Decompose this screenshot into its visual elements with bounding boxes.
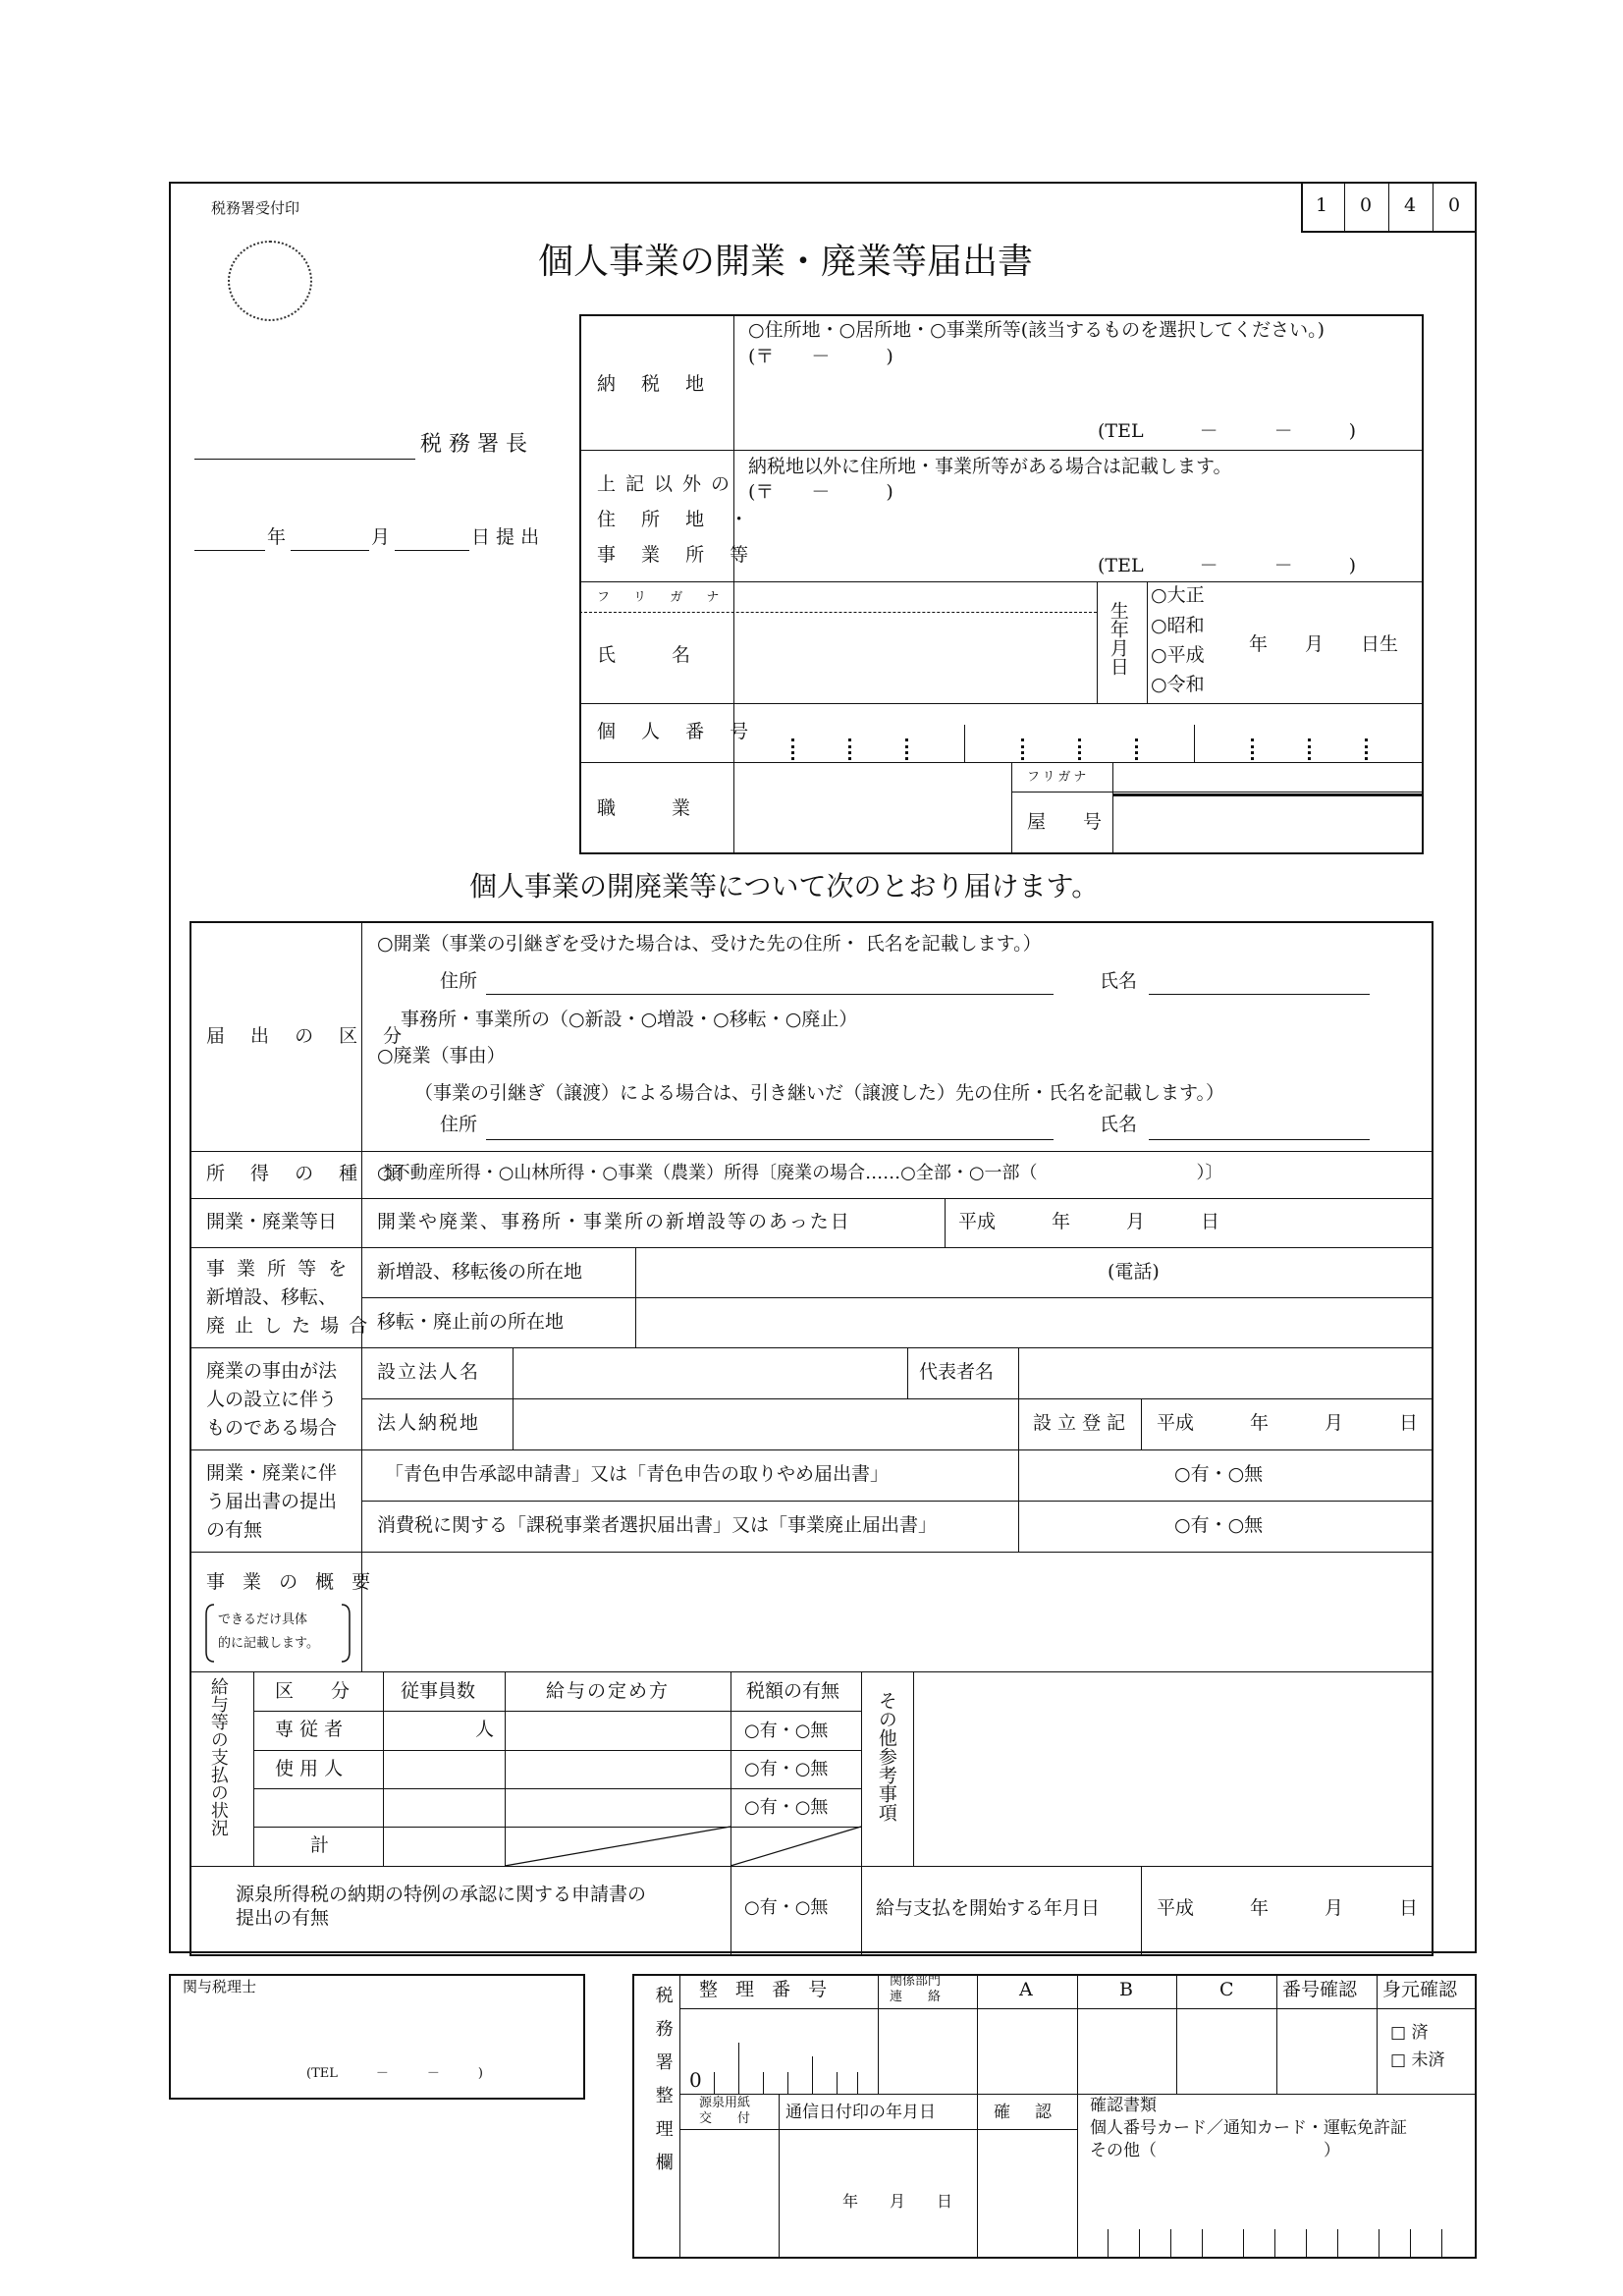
submit-year: 年: [267, 526, 287, 548]
intro-text: 個人事業の開廃業等について次のとおり届けます。: [469, 870, 1100, 902]
kaigyo-name-label: 氏名: [1100, 970, 1138, 992]
kakunin-label: 確 認: [994, 2103, 1055, 2122]
salary-start-label: 給与支払を開始する年月日: [876, 1897, 1101, 1919]
registration-date[interactable]: 平成 年 月 日: [1157, 1412, 1419, 1434]
salary-row-shiyonin: 使 用 人: [275, 1758, 344, 1779]
haigyo-address-label: 住所: [440, 1114, 478, 1135]
date-desc: 開業や廃業、事務所・事業所の新増設等のあった日: [377, 1211, 851, 1232]
shotoku-value[interactable]: ○不動産所得・○山林所得・○事業（農業）所得〔廃業の場合……○全部・○一部（ ）〕: [377, 1163, 1223, 1183]
footer-ymd: 年 月 日: [842, 2192, 953, 2211]
gensen-yoshi-2: 交 付: [699, 2111, 751, 2126]
old-location-input[interactable]: [638, 1300, 1429, 1345]
haigyo-name-label: 氏名: [1100, 1114, 1138, 1135]
nozeichi-input[interactable]: [746, 371, 1404, 414]
other-addr-label-3: 事 業 所 等: [597, 544, 759, 566]
other-addr-postal: (〒 － ): [748, 481, 893, 503]
kankei-label-1: 関係部門: [890, 1974, 942, 1989]
other-addr-input[interactable]: [746, 506, 1404, 549]
mizumi-checkbox[interactable]: □ 未済: [1390, 2050, 1445, 2070]
salary-row-senju: 専 従 者: [275, 1719, 344, 1740]
salary-tax-3[interactable]: ○有・○無: [744, 1797, 829, 1818]
jigyosho-label-1: 事 業 所 等 を: [206, 1258, 351, 1280]
corp-label-2: 人の設立に伴う: [206, 1389, 338, 1410]
consumption-tax-yesno[interactable]: ○有・○無: [1174, 1514, 1264, 1536]
page-title: 個人事業の開業・廃業等届出書: [538, 242, 1034, 282]
kaigyo-option[interactable]: ○開業（事業の引継ぎを受けた場合は、受けた先の住所・ 氏名を記載します。）: [377, 933, 1042, 955]
overview-note-1: できるだけ具体: [218, 1613, 308, 1627]
zumi-checkbox[interactable]: □ 済: [1390, 2023, 1429, 2043]
overview-label: 事 業 の 概 要: [206, 1571, 377, 1593]
salary-header-tax: 税額の有無: [746, 1680, 840, 1702]
new-location-phone: (電話): [1108, 1261, 1160, 1283]
receipt-stamp-circle: [228, 241, 312, 321]
era-showa[interactable]: ○昭和: [1151, 615, 1205, 636]
salary-tax-1[interactable]: ○有・○無: [744, 1721, 829, 1741]
gensen-label-2: 提出の有無: [236, 1907, 330, 1929]
jigyosho-label-2: 新増設、移転、: [206, 1286, 338, 1308]
nozeichi-tel: (TEL － － ): [1098, 420, 1356, 442]
form-code-1: 1: [1316, 194, 1328, 216]
kankei-label-2: 連 絡: [890, 1990, 942, 2004]
date-label: 開業・廃業等日: [206, 1211, 338, 1232]
col-a: A: [1019, 1979, 1033, 2000]
registration-label: 設 立 登 記: [1033, 1412, 1126, 1434]
yago-label: 屋 号: [1027, 811, 1103, 833]
bango-kakunin-label: 番号確認: [1282, 1979, 1358, 2000]
stamp-label: 税務署受付印: [211, 199, 300, 217]
representative-label: 代表者名: [919, 1361, 995, 1383]
corp-address-label: 法人納税地: [377, 1412, 481, 1434]
tax-office-suffix: 税 務 署 長: [420, 432, 527, 457]
total-diagonal: [505, 1827, 861, 1866]
corp-address-input[interactable]: [516, 1401, 1015, 1447]
consumption-tax-label: 消費税に関する「課税事業者選択届出書」又は「事業廃止届出書」: [377, 1514, 938, 1536]
jigyosho-label-3: 廃 止 し た 場 合: [206, 1315, 370, 1337]
filing-label-1: 開業・廃業に伴: [206, 1462, 338, 1484]
blue-return-yesno[interactable]: ○有・○無: [1174, 1463, 1264, 1485]
furigana-label-2: フリガナ: [1027, 770, 1090, 785]
salary-header-count: 従事員数: [401, 1680, 476, 1702]
corp-name-label: 設立法人名: [377, 1361, 481, 1383]
era-reiwa[interactable]: ○令和: [1151, 674, 1205, 695]
other-addr-tel: (TEL － － ): [1098, 555, 1356, 576]
other-reference-label: その他参考事項: [875, 1691, 897, 1822]
new-location-input[interactable]: [638, 1249, 1090, 1294]
haigyo-option[interactable]: ○廃業（事由）: [377, 1045, 506, 1066]
corp-label-1: 廃業の事由が法: [206, 1360, 338, 1382]
docs-list[interactable]: 個人番号カード／通知カード・運転免許証: [1090, 2118, 1407, 2138]
salary-side-label: 給与等の支払の状況: [207, 1677, 229, 1836]
col-b: B: [1119, 1979, 1133, 2000]
office-side-label: 税務署整理欄: [652, 1986, 674, 2186]
tax-accountant-label: 関与税理士: [183, 1978, 257, 1995]
form-code-3: 4: [1404, 194, 1417, 216]
kakunin-docs-label: 確認書類: [1090, 2096, 1157, 2115]
nozeichi-options: ○住所地・○居所地・○事業所等(該当するものを選択してください。): [748, 319, 1325, 341]
salary-row-total: 計: [310, 1834, 330, 1856]
corp-label-3: ものである場合: [206, 1417, 338, 1439]
overview-note-2: 的に記載します。: [218, 1636, 319, 1651]
tax-accountant-tel: (TEL － － ): [306, 2066, 483, 2081]
other-reference-input[interactable]: [917, 1675, 1429, 1862]
furigana-label: フ リ ガ ナ: [597, 590, 730, 605]
salary-start-date[interactable]: 平成 年 月 日: [1157, 1897, 1419, 1919]
nozeichi-label: 納 税 地: [597, 373, 715, 395]
yago-input[interactable]: [1115, 797, 1422, 852]
birth-label: 生年月日: [1107, 601, 1129, 676]
docs-other[interactable]: その他（ ）: [1090, 2141, 1340, 2160]
submit-month: 月: [371, 526, 391, 548]
filing-label-3: の有無: [206, 1519, 263, 1541]
furigana-input[interactable]: [736, 584, 1094, 610]
salary-header-method: 給与の定め方: [546, 1680, 671, 1702]
kaigyo-address-label: 住所: [440, 970, 478, 992]
mynumber-label: 個 人 番 号: [597, 721, 759, 742]
mimoto-kakunin-label: 身元確認: [1382, 1979, 1458, 2000]
job-input[interactable]: [736, 766, 1009, 852]
form-code-2: 0: [1360, 194, 1373, 216]
old-location-label: 移転・廃止前の所在地: [377, 1311, 565, 1333]
kubun-label: 届 出 の 区 分: [206, 1025, 412, 1047]
filing-label-2: う届出書の提出: [206, 1491, 338, 1512]
overview-input[interactable]: [365, 1556, 1429, 1667]
other-addr-label-1: 上記以外の: [597, 473, 740, 495]
col-c: C: [1219, 1979, 1234, 2000]
gensen-yoshi-1: 源泉用紙: [699, 2096, 751, 2110]
other-addr-label-2: 住 所 地 ・: [597, 509, 759, 530]
salary-unit: 人: [475, 1719, 495, 1740]
name-label: 氏 名: [597, 644, 691, 666]
gensen-yesno[interactable]: ○有・○無: [744, 1897, 829, 1918]
seiri-zero: 0: [689, 2068, 702, 2092]
jigyosho-option[interactable]: 事務所・事業所の（○新設・○増設・○移転・○廃止）: [401, 1009, 858, 1030]
shotoku-label: 所 得 の 種 類: [206, 1163, 412, 1184]
form-code-4: 0: [1448, 194, 1461, 216]
haigyo-note: （事業の引継ぎ（譲渡）による場合は、引き継いだ（譲渡した）先の住所・氏名を記載します。）: [414, 1082, 1224, 1104]
era-taisho[interactable]: ○大正: [1151, 584, 1205, 606]
representative-input[interactable]: [1022, 1350, 1429, 1395]
kaigyo-date[interactable]: 平成 年 月 日: [958, 1211, 1220, 1232]
new-location-label: 新増設、移転後の所在地: [377, 1261, 583, 1283]
job-label: 職 業: [597, 797, 691, 819]
blue-return-label: 「青色申告承認申請書」又は「青色申告の取りやめ届出書」: [385, 1463, 890, 1485]
name-input[interactable]: [736, 617, 1094, 699]
seiri-bango-label: 整 理 番 号: [699, 1979, 834, 2000]
salary-header-kubun: 区 分: [275, 1680, 351, 1702]
era-heisei[interactable]: ○平成: [1151, 644, 1205, 666]
nozeichi-postal: (〒 － ): [748, 346, 893, 367]
tsushin-label: 通信日付印の年月日: [785, 2103, 936, 2122]
submit-day: 日 提 出: [471, 526, 540, 548]
gensen-label-1: 源泉所得税の納期の特例の承認に関する申請書の: [236, 1884, 647, 1905]
corp-name-input[interactable]: [516, 1350, 903, 1395]
birth-ymd: 年 月 日生: [1249, 633, 1399, 655]
tax-accountant-input[interactable]: [177, 2003, 577, 2062]
salary-tax-2[interactable]: ○有・○無: [744, 1759, 829, 1779]
other-addr-note: 納税地以外に住所地・事業所等がある場合は記載します。: [748, 456, 1232, 477]
